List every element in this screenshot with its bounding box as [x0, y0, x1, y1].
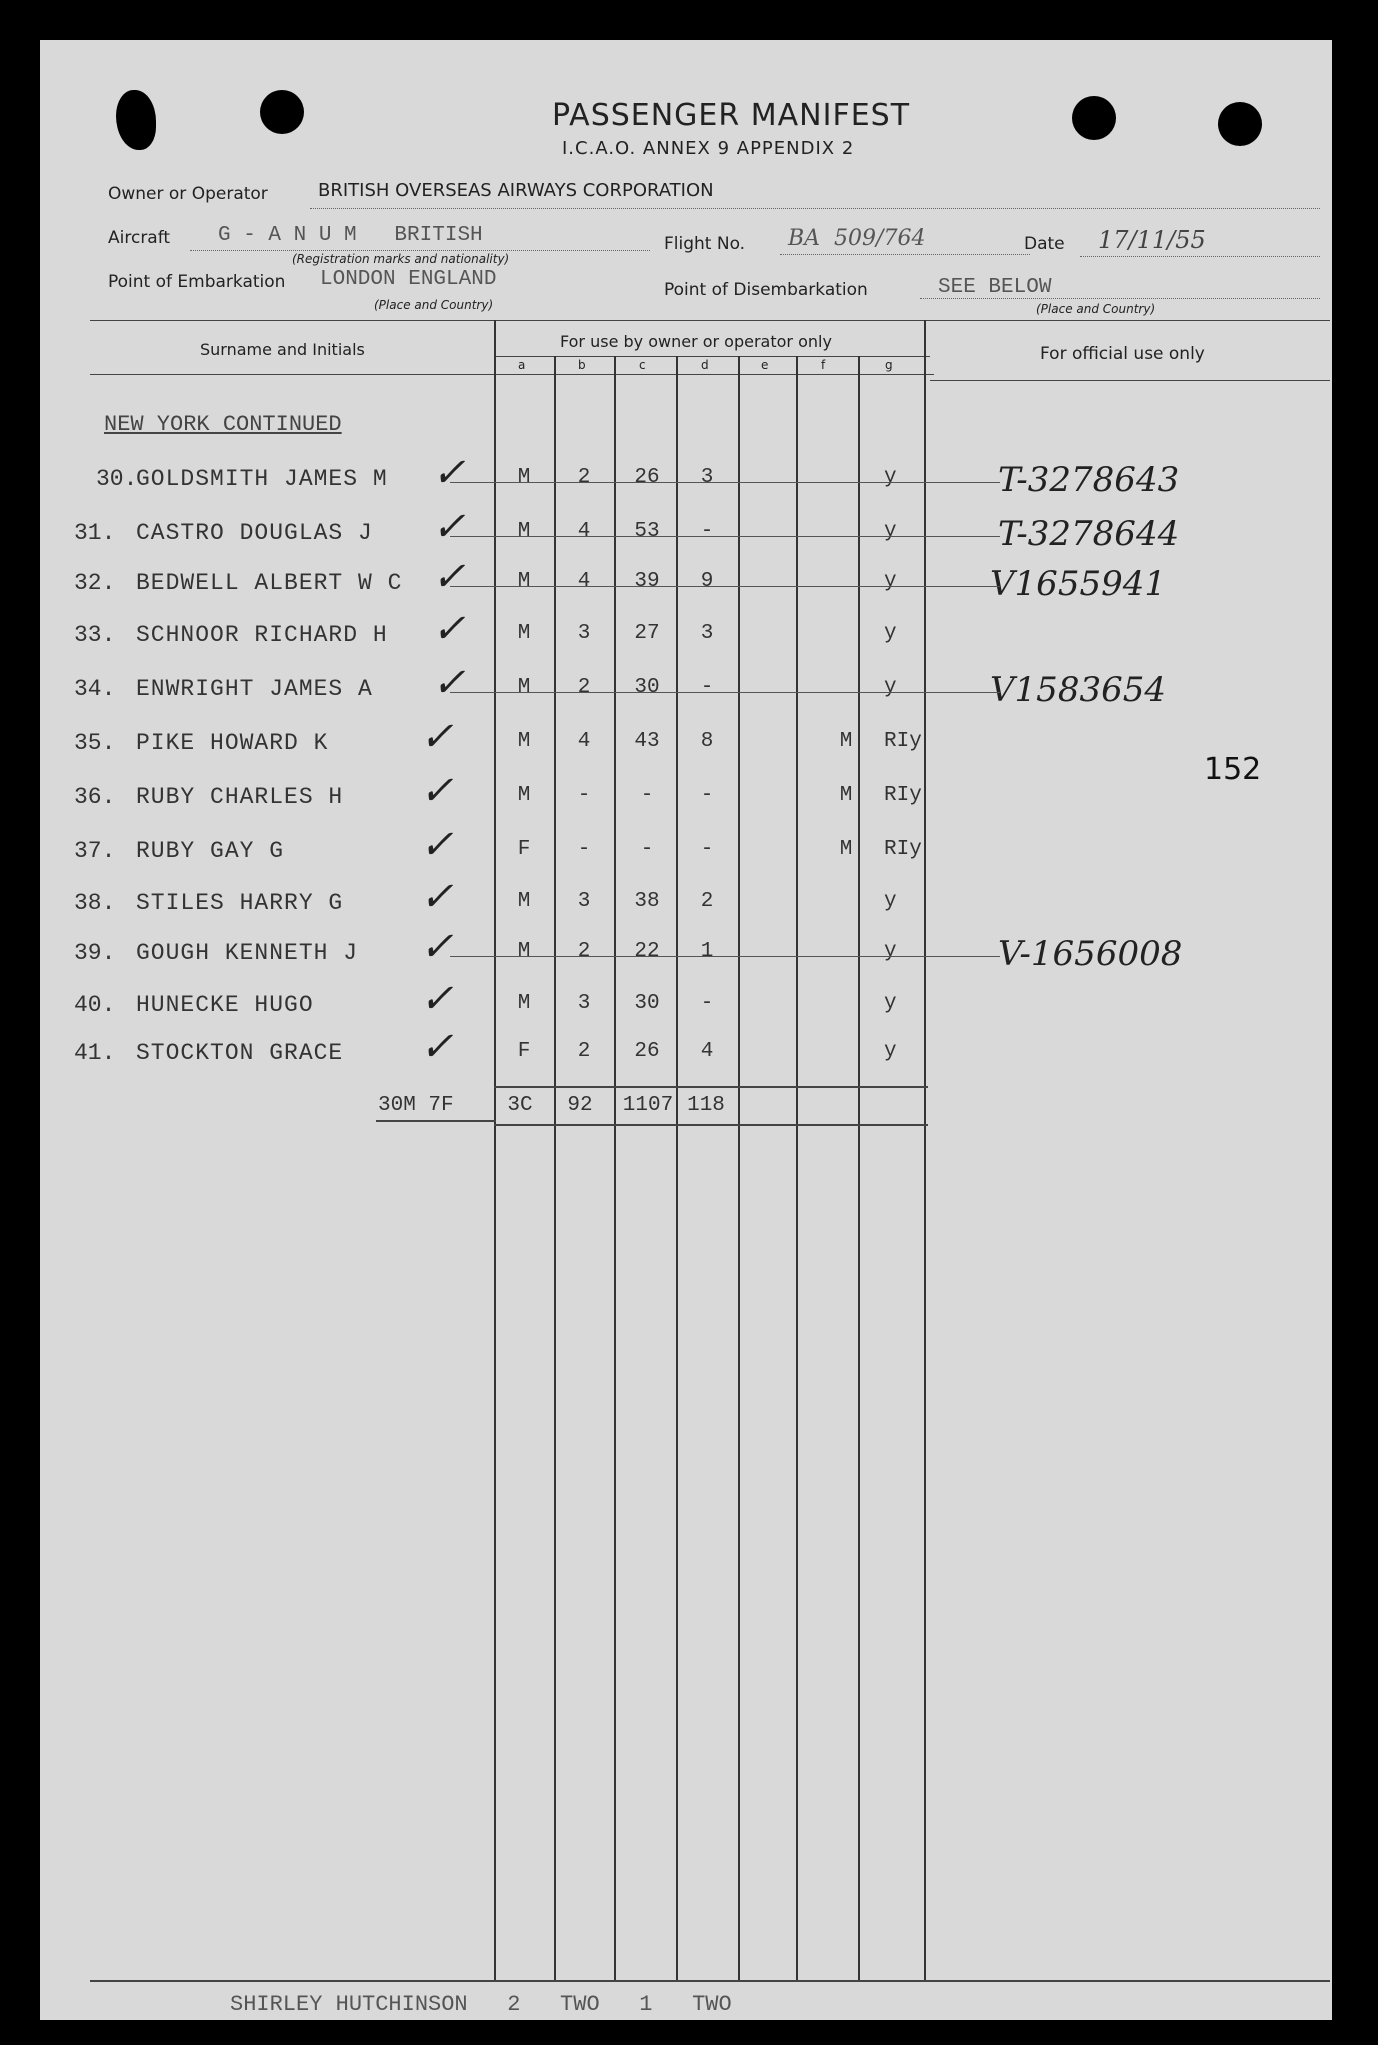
cell-a: F: [517, 1040, 531, 1063]
cell-a: M: [517, 940, 531, 963]
row-number: 31.: [74, 520, 116, 546]
sub-column-d: d: [701, 358, 709, 372]
disembarkation-label: Point of Disembarkation: [664, 280, 868, 300]
cell-b: -: [577, 838, 591, 861]
totals-c: 1107: [622, 1094, 674, 1117]
cell-c: 22: [634, 940, 660, 963]
cell-c: 30: [634, 676, 660, 699]
cell-g: y: [884, 570, 897, 593]
cell-g: RIy: [884, 784, 922, 807]
totals-b: 92: [567, 1094, 593, 1117]
aircraft-value: G - A N U M BRITISH: [218, 224, 483, 247]
aircraft-label: Aircraft: [108, 228, 171, 248]
cell-b: 4: [577, 570, 591, 593]
sub-column-c: c: [639, 358, 646, 372]
official-number: T-3278643: [998, 460, 1180, 500]
passenger-name: STOCKTON GRACE: [136, 1040, 344, 1066]
punch-hole-right-2: [1218, 102, 1262, 146]
cell-a: M: [517, 570, 531, 593]
punch-hole-left: [260, 90, 304, 134]
row-number: 34.: [74, 676, 116, 702]
cell-a: F: [517, 838, 531, 861]
cell-d: 9: [700, 570, 714, 593]
cell-c: 27: [634, 622, 660, 645]
cell-c: 53: [634, 520, 660, 543]
row-number: 35.: [74, 730, 116, 756]
row-number: 40.: [74, 992, 116, 1018]
check-mark-icon: ✓: [420, 1024, 454, 1070]
passenger-name: PIKE HOWARD K: [136, 730, 329, 756]
cell-a: M: [517, 520, 531, 543]
check-mark-icon: ✓: [420, 822, 454, 868]
check-mark-icon: ✓: [420, 874, 454, 920]
date-label: Date: [1024, 234, 1065, 254]
passenger-name: GOLDSMITH JAMES M: [136, 466, 388, 492]
cell-f: M: [839, 730, 853, 753]
passenger-name: RUBY GAY G: [136, 838, 285, 864]
passenger-name: ENWRIGHT JAMES A: [136, 676, 373, 702]
check-mark-icon: ✓: [432, 450, 466, 496]
cell-c: 26: [634, 1040, 660, 1063]
cell-d: 3: [700, 466, 714, 489]
sub-column-a: a: [518, 358, 526, 372]
cell-b: 2: [577, 940, 591, 963]
cell-b: 2: [577, 1040, 591, 1063]
cell-a: M: [517, 622, 531, 645]
col-official-header: For official use only: [1040, 344, 1205, 364]
cell-d: 8: [700, 730, 714, 753]
totals-d: 118: [687, 1094, 725, 1117]
cell-c: 30: [634, 992, 660, 1015]
cell-d: 2: [700, 890, 714, 913]
disembarkation-value: SEE BELOW: [938, 276, 1052, 299]
manifest-subtitle: I.C.A.O. ANNEX 9 APPENDIX 2: [562, 138, 855, 159]
cell-a: M: [517, 890, 531, 913]
cell-c: -: [640, 838, 654, 861]
row-number: 33.: [74, 622, 116, 648]
official-number: V1583654: [990, 670, 1166, 710]
row-number: 38.: [74, 890, 116, 916]
cell-g: y: [884, 940, 897, 963]
embarkation-label: Point of Embarkation: [108, 272, 286, 292]
passenger-name: BEDWELL ALBERT W C: [136, 570, 403, 596]
row-number: 41.: [74, 1040, 116, 1066]
check-mark-icon: ✓: [432, 606, 466, 652]
cell-c: 38: [634, 890, 660, 913]
footer-cut-text: SHIRLEY HUTCHINSON 2 TWO 1 TWO: [230, 1992, 732, 2017]
embarkation-note: (Place and Country): [374, 298, 494, 312]
sub-column-g: g: [885, 358, 893, 372]
strike-line: [450, 586, 1000, 587]
totals-label: 30M 7F: [378, 1094, 454, 1117]
sub-column-f: f: [821, 358, 826, 372]
passenger-name: CASTRO DOUGLAS J: [136, 520, 373, 546]
cell-a: M: [517, 466, 531, 489]
passenger-name: RUBY CHARLES H: [136, 784, 344, 810]
official-number: V-1656008: [998, 934, 1183, 974]
cell-b: 3: [577, 890, 591, 913]
totals-a: 3C: [507, 1094, 533, 1117]
cell-g: y: [884, 622, 897, 645]
passenger-name: STILES HARRY G: [136, 890, 344, 916]
cell-a: M: [517, 992, 531, 1015]
cell-g: RIy: [884, 730, 922, 753]
manifest-page: [40, 40, 1332, 2020]
cell-c: -: [640, 784, 654, 807]
cell-a: M: [517, 784, 531, 807]
cell-a: M: [517, 730, 531, 753]
cell-f: M: [839, 784, 853, 807]
cell-b: 4: [577, 730, 591, 753]
check-mark-icon: ✓: [432, 554, 466, 600]
passenger-name: HUNECKE HUGO: [136, 992, 314, 1018]
cell-g: RIy: [884, 838, 922, 861]
check-mark-icon: ✓: [420, 924, 454, 970]
sub-column-b: b: [578, 358, 586, 372]
date-value: 17/11/55: [1098, 226, 1206, 254]
cell-g: y: [884, 992, 897, 1015]
check-mark-icon: ✓: [420, 768, 454, 814]
cell-g: y: [884, 1040, 897, 1063]
punch-hole-right-1: [1072, 96, 1116, 140]
aircraft-note: (Registration marks and nationality): [292, 252, 510, 266]
cell-d: -: [700, 676, 714, 699]
cell-b: 2: [577, 676, 591, 699]
cell-c: 26: [634, 466, 660, 489]
strike-line: [450, 956, 1000, 957]
section-heading: NEW YORK CONTINUED: [104, 412, 342, 437]
ink-blot: [116, 90, 156, 150]
sub-column-e: e: [761, 358, 769, 372]
page-number: 152: [1204, 752, 1262, 787]
row-number: 39.: [74, 940, 116, 966]
check-mark-icon: ✓: [432, 504, 466, 550]
strike-line: [450, 482, 1000, 483]
cell-g: y: [884, 676, 897, 699]
official-number: V1655941: [990, 564, 1166, 604]
cell-b: 3: [577, 622, 591, 645]
passenger-name: SCHNOOR RICHARD H: [136, 622, 388, 648]
manifest-title: PASSENGER MANIFEST: [552, 98, 911, 133]
col-surname-header: Surname and Initials: [200, 340, 365, 359]
row-number: 36.: [74, 784, 116, 810]
cell-d: -: [700, 838, 714, 861]
cell-d: -: [700, 992, 714, 1015]
disembarkation-note: (Place and Country): [1036, 302, 1156, 316]
cell-d: -: [700, 520, 714, 543]
cell-b: 3: [577, 992, 591, 1015]
row-number: 30.: [96, 466, 138, 492]
cell-b: 4: [577, 520, 591, 543]
cell-c: 39: [634, 570, 660, 593]
col-owner-header: For use by owner or operator only: [560, 332, 832, 351]
cell-g: y: [884, 890, 897, 913]
cell-d: 1: [700, 940, 714, 963]
flight-label: Flight No.: [664, 234, 746, 254]
cell-d: -: [700, 784, 714, 807]
owner-value: BRITISH OVERSEAS AIRWAYS CORPORATION: [318, 180, 714, 201]
check-mark-icon: ✓: [420, 714, 454, 760]
cell-c: 43: [634, 730, 660, 753]
passenger-name: GOUGH KENNETH J: [136, 940, 359, 966]
cell-b: -: [577, 784, 591, 807]
cell-d: 4: [700, 1040, 714, 1063]
cell-g: y: [884, 520, 897, 543]
owner-label: Owner or Operator: [108, 184, 268, 204]
official-number: T-3278644: [998, 514, 1180, 554]
embarkation-value: LONDON ENGLAND: [320, 268, 497, 291]
strike-line: [450, 536, 1000, 537]
check-mark-icon: ✓: [420, 976, 454, 1022]
check-mark-icon: ✓: [432, 660, 466, 706]
cell-d: 3: [700, 622, 714, 645]
flight-value: BA 509/764: [788, 226, 926, 251]
row-number: 32.: [74, 570, 116, 596]
cell-a: M: [517, 676, 531, 699]
cell-b: 2: [577, 466, 591, 489]
cell-f: M: [839, 838, 853, 861]
cell-g: y: [884, 466, 897, 489]
strike-line: [450, 692, 1000, 693]
row-number: 37.: [74, 838, 116, 864]
